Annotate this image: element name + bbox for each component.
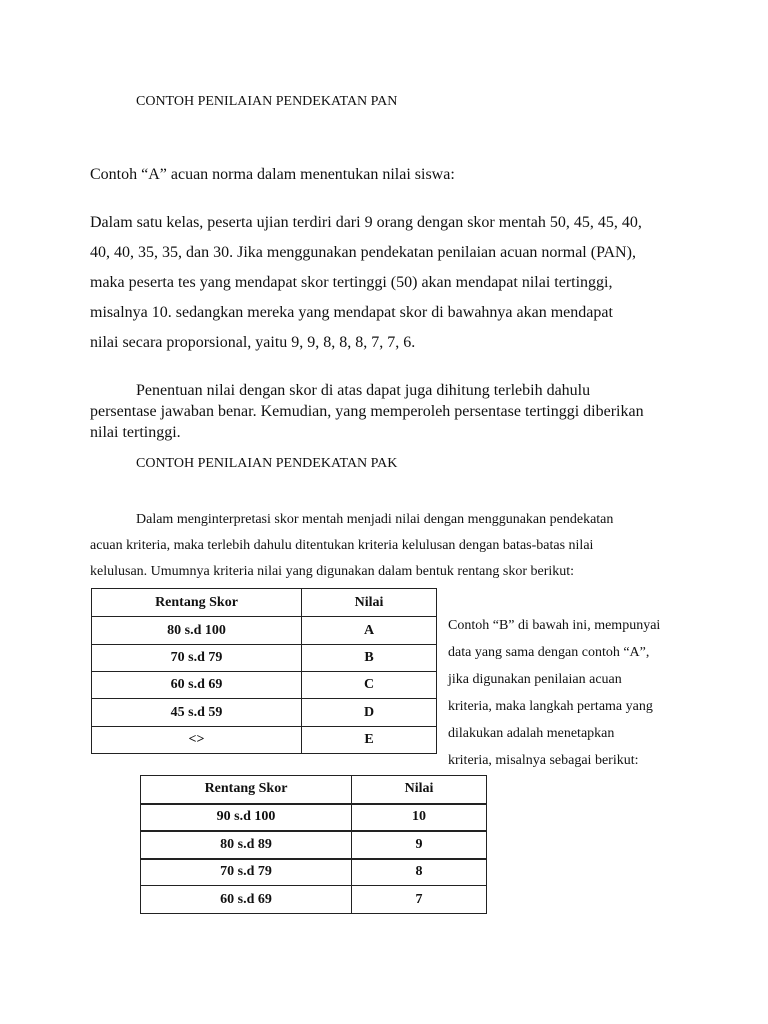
table-row xyxy=(92,645,437,672)
pak-line: acuan kriteria, maka terlebih dahulu ditentukan kriteria kelulusan dengan batas-batas nilai xyxy=(90,538,594,553)
table-header-rentang: Rentang Skor xyxy=(92,589,302,617)
penentuan-line: persentase jawaban benar. Kemudian, yang memperoleh persentase tertinggi diberikan xyxy=(90,403,644,420)
table-row xyxy=(92,617,437,645)
table-cell-rentang: 60 s.d 69 xyxy=(141,886,352,914)
table-cell-nilai: C xyxy=(302,672,437,699)
contoh-a-intro: Contoh “A” acuan norma dalam menentukan nilai siswa: xyxy=(90,166,455,183)
penentuan-line: nilai tertinggi. xyxy=(90,424,181,441)
table-cell-rentang: <> xyxy=(92,727,302,754)
table-header-nilai: Nilai xyxy=(352,776,487,804)
table-cell-nilai: 9 xyxy=(352,831,487,859)
table-cell-nilai: 10 xyxy=(352,804,487,831)
table-row xyxy=(141,831,487,859)
pan-line: maka peserta tes yang mendapat skor tertinggi (50) akan mendapat nilai tertinggi, xyxy=(90,274,613,291)
table-cell-nilai: 7 xyxy=(352,886,487,914)
pan-line: 40, 40, 35, 35, dan 30. Jika menggunakan pendekatan penilaian acuan normal (PAN), xyxy=(90,244,636,261)
table-header-row xyxy=(92,589,437,617)
penentuan-paragraph xyxy=(90,380,678,443)
pak-line: kelulusan. Umumnya kriteria nilai yang digunakan dalam bentuk rentang skor berikut: xyxy=(90,564,575,579)
pan-line: nilai secara proporsional, yaitu 9, 9, 8, 8, 8, 7, 7, 6. xyxy=(90,334,416,351)
table-cell-rentang: 45 s.d 59 xyxy=(92,699,302,727)
table-cell-nilai: 8 xyxy=(352,859,487,886)
table-cell-rentang: 70 s.d 79 xyxy=(141,859,352,886)
table-cell-rentang: 80 s.d 100 xyxy=(92,617,302,645)
table-cell-nilai: D xyxy=(302,699,437,727)
contoh-b-line: dilakukan adalah menetapkan xyxy=(448,726,615,741)
rentang-skor-table-1 xyxy=(91,588,437,754)
contoh-b-paragraph xyxy=(448,612,677,774)
rentang-skor-table-2 xyxy=(140,775,487,914)
contoh-b-line: kriteria, maka langkah pertama yang xyxy=(448,699,653,714)
table-row xyxy=(141,886,487,914)
contoh-b-line: Contoh “B” di bawah ini, mempunyai xyxy=(448,618,661,633)
table-cell-rentang: 90 s.d 100 xyxy=(141,804,352,831)
table-row xyxy=(141,859,487,886)
table-cell-nilai: E xyxy=(302,727,437,754)
table-cell-rentang: 60 s.d 69 xyxy=(92,672,302,699)
heading-pan: CONTOH PENILAIAN PENDEKATAN PAN xyxy=(136,94,398,109)
contoh-b-line: jika digunakan penilaian acuan xyxy=(448,672,622,687)
table-row xyxy=(141,804,487,831)
table-row xyxy=(92,672,437,699)
pan-line: misalnya 10. sedangkan mereka yang mendapat skor di bawahnya akan mendapat xyxy=(90,304,613,321)
pak-line: Dalam menginterpretasi skor mentah menjadi nilai dengan menggunakan pendekatan xyxy=(136,512,614,527)
pak-paragraph xyxy=(90,507,678,585)
penentuan-line: Penentuan nilai dengan skor di atas dapat juga dihitung terlebih dahulu xyxy=(136,382,591,399)
pan-paragraph xyxy=(90,212,678,362)
table-cell-nilai: A xyxy=(302,617,437,645)
table-header-nilai: Nilai xyxy=(302,589,437,617)
pan-line: Dalam satu kelas, peserta ujian terdiri dari 9 orang dengan skor mentah 50, 45, 45, 40, xyxy=(90,214,642,231)
table-cell-nilai: B xyxy=(302,645,437,672)
table-row xyxy=(92,727,437,754)
contoh-b-line: kriteria, misalnya sebagai berikut: xyxy=(448,753,639,768)
table-header-rentang: Rentang Skor xyxy=(141,776,352,804)
table-cell-rentang: 80 s.d 89 xyxy=(141,831,352,859)
heading-pak: CONTOH PENILAIAN PENDEKATAN PAK xyxy=(136,456,398,471)
table-cell-rentang: 70 s.d 79 xyxy=(92,645,302,672)
table-header-row xyxy=(141,776,487,804)
contoh-b-line: data yang sama dengan contoh “A”, xyxy=(448,645,650,660)
table-row xyxy=(92,699,437,727)
